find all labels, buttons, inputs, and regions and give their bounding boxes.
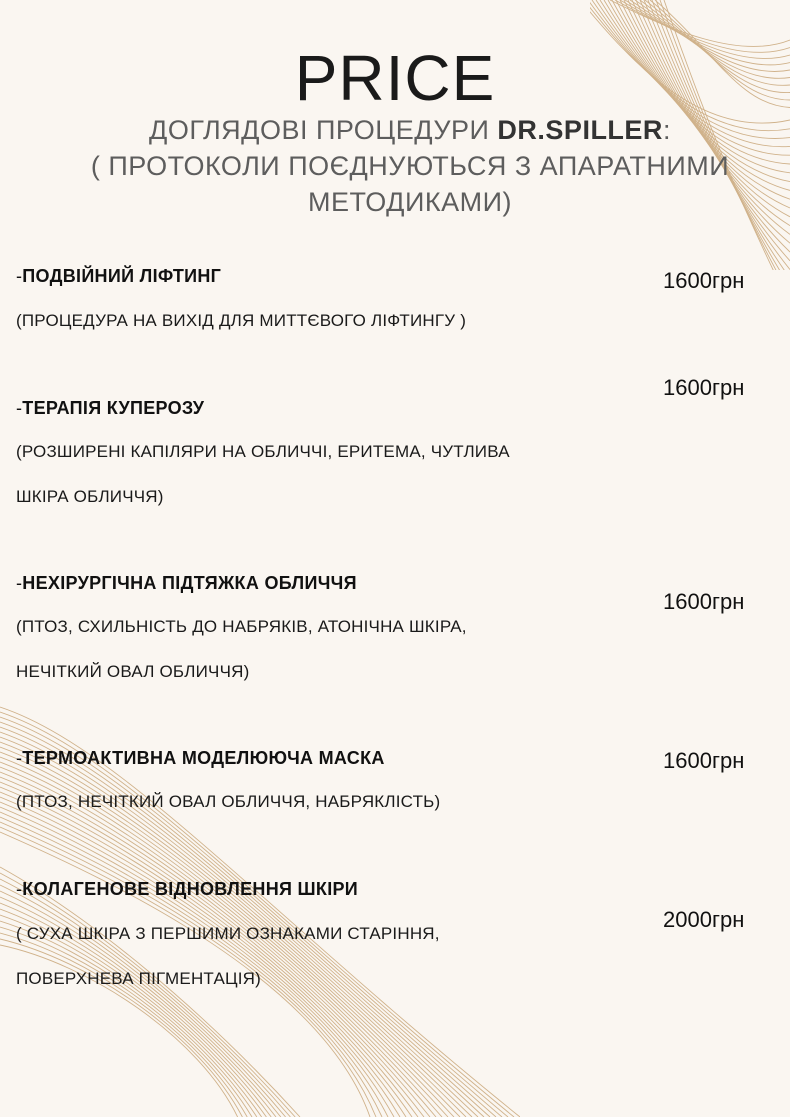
service-description [16, 779, 616, 824]
item-dash: - [16, 879, 23, 899]
service-name [16, 573, 357, 594]
item-dash: - [16, 398, 23, 418]
service-title: ПОДВІЙНИЙ ЛІФТИНГ [22, 266, 222, 286]
subtitle-line-3: МЕТОДИКАМИ) [307, 187, 512, 217]
subtitle-colon: : [662, 115, 671, 145]
description-line: ШКІРА ОБЛИЧЧЯ) [16, 487, 164, 506]
service-title: ТЕРАПІЯ КУПЕРОЗУ [22, 398, 205, 418]
description-line: (РОЗШИРЕНІ КАПІЛЯРИ НА ОБЛИЧЧІ, ЕРИТЕМА, ЧУТЛИВА [16, 442, 510, 461]
item-dash: - [16, 266, 23, 286]
description-line: (ПТОЗ, СХИЛЬНІСТЬ ДО НАБРЯКІВ, АТОНІЧНА ШКІРА, [16, 617, 467, 636]
service-price: 1600грн [663, 268, 745, 293]
item-dash: - [16, 573, 23, 593]
service-price: 2000грн [663, 907, 745, 932]
description-line: ПОВЕРХНЕВА ПІГМЕНТАЦІЯ) [16, 969, 262, 988]
description-line: НЕЧІТКИЙ ОВАЛ ОБЛИЧЧЯ) [16, 662, 250, 681]
service-title: КОЛАГЕНОВЕ ВІДНОВЛЕННЯ ШКІРИ [22, 879, 359, 899]
page-title: PRICE [294, 42, 496, 114]
description-line: ( СУХА ШКІРА З ПЕРШИМИ ОЗНАКАМИ СТАРІННЯ, [16, 924, 440, 943]
brand-name: DR.SPILLER [497, 115, 663, 145]
subtitle-line-1 [40, 112, 780, 148]
subtitle-line-2: ( ПРОТОКОЛИ ПОЄДНУЮТЬСЯ З АПАРАТНИМИ [90, 151, 730, 181]
service-title: ТЕРМОАКТИВНА МОДЕЛЮЮЧА МАСКА [22, 748, 385, 768]
item-dash: - [16, 748, 23, 768]
service-description [16, 298, 616, 343]
service-price: 1600грн [663, 375, 745, 400]
description-line: (ПТОЗ, НЕЧІТКИЙ ОВАЛ ОБЛИЧЧЯ, НАБРЯКЛІСТЬ) [16, 792, 441, 811]
description-line: (ПРОЦЕДУРА НА ВИХІД ДЛЯ МИТТЄВОГО ЛІФТИНГУ ) [16, 311, 467, 330]
service-name [16, 879, 358, 900]
service-name [16, 748, 385, 769]
service-name [16, 266, 221, 287]
decor-line [610, 0, 790, 46]
service-name [16, 398, 204, 419]
service-description [16, 911, 616, 1001]
service-description [16, 429, 616, 519]
page-subtitle [40, 112, 780, 220]
service-price: 1600грн [663, 589, 745, 614]
service-description [16, 604, 616, 694]
subtitle-text: ДОГЛЯДОВІ ПРОЦЕДУРИ [149, 115, 498, 145]
service-title: НЕХІРУРГІЧНА ПІДТЯЖКА ОБЛИЧЧЯ [22, 573, 357, 593]
service-price: 1600грн [663, 748, 745, 773]
